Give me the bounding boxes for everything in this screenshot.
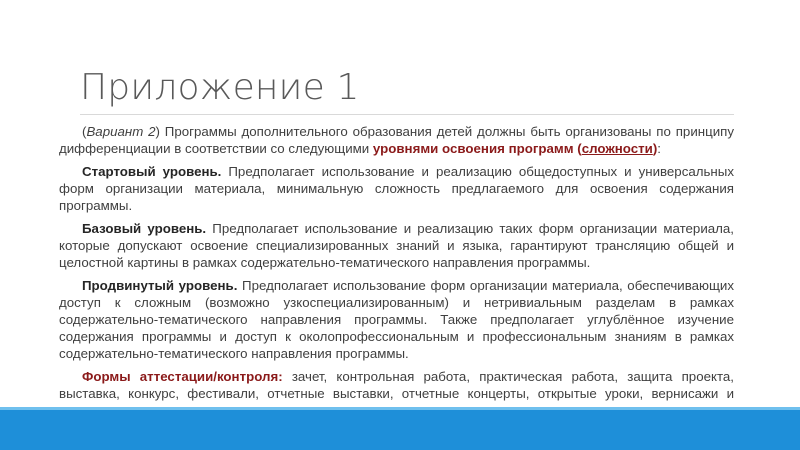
basic-text: Предполагает использование и реализацию таких форм организации материала, которые допускают освоение специализированных знаний и языка, гарантируют трансляцию общей и целостной картины в рамках содержательно-тематического направления программы.	[59, 221, 734, 270]
slide-body	[59, 123, 734, 425]
paragraph-starter	[59, 163, 734, 214]
title-divider	[80, 114, 734, 115]
paragraph-basic	[59, 220, 734, 271]
advanced-lead: Продвинутый уровень.	[82, 278, 238, 293]
starter-text: Предполагает использование и реализацию общедоступных и универсальных форм организации материала, минимальную сложность предлагаемого для освоения содержания программы.	[59, 164, 734, 213]
basic-lead: Базовый уровень.	[82, 221, 207, 236]
starter-lead: Стартовый уровень.	[82, 164, 222, 179]
intro-highlight: уровнями освоения программ (	[372, 141, 582, 156]
forms-lead: Формы аттестации/контроля:	[82, 369, 283, 384]
intro-highlight-close: )	[652, 141, 658, 156]
intro-highlight-underlined: сложности	[581, 141, 653, 156]
forms-text: зачет, контрольная работа, практическая работа, защита проекта, выставка, конкурс, фестивали, отчетные выставки, отчетные концерты, открытые уроки, вернисажи и	[59, 369, 734, 401]
advanced-text: Предполагает использование форм организации материала, обеспечивающих доступ к сложным (возможно узкоспециализированным) и нетривиальным разделам в рамках содержательно-тематического направления программы. Также предполагает углублённое изучение содержания программы и доступ к околопрофессиональным и профессиональным знаниям в рамках содержательно-тематического направления программы.	[59, 278, 735, 361]
intro-open-paren: (	[82, 124, 87, 139]
intro-variant: Вариант 2	[86, 124, 156, 139]
paragraph-intro	[59, 123, 734, 157]
intro-text: ) Программы дополнительного образования детей должны быть организованы по принципу дифференциации в соответствии со следующими	[59, 124, 734, 156]
page-title: Приложение 1	[80, 67, 360, 108]
bottom-bar	[0, 410, 800, 450]
intro-end: :	[657, 141, 661, 156]
paragraph-advanced	[59, 277, 734, 362]
